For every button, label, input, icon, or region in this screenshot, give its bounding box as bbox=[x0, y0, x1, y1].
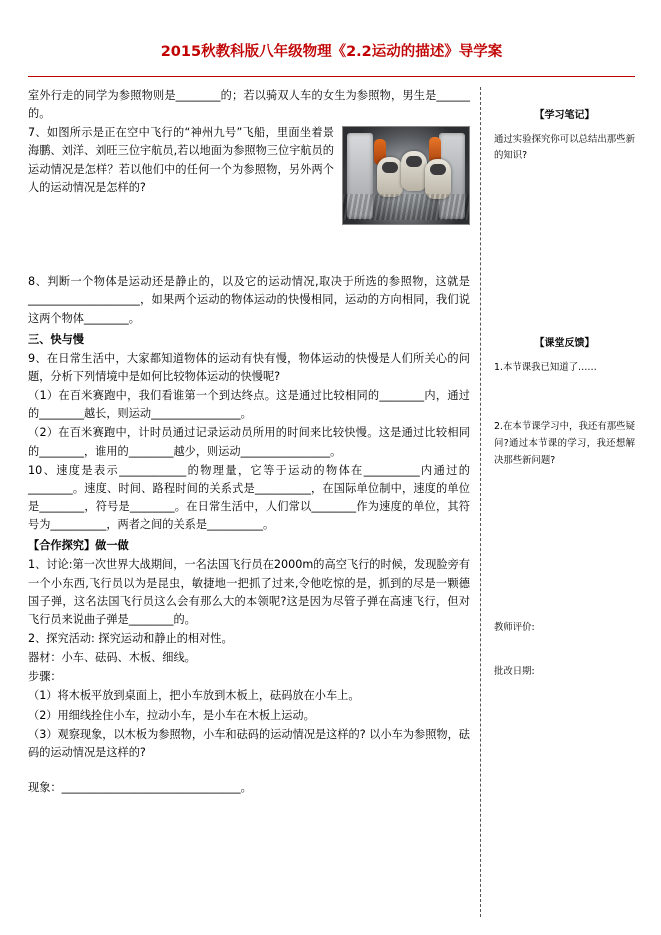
shenzhou-9-astronauts-photo bbox=[342, 126, 470, 225]
sidebar-text-feedback-2: 2.在本节课学习中，我还有那些疑问?通过本节课的学习，我还想解决那些新问题? bbox=[494, 420, 635, 466]
paragraph-intro: 室外行走的同学为参照物则是________的；若以骑双人车的女生为参照物，男生是______的。 bbox=[28, 89, 470, 121]
paragraph-phenomenon: 现象：________________________________。 bbox=[28, 780, 252, 794]
paragraph-steps-label: 步骤： bbox=[28, 670, 62, 684]
paragraph-q9-2: （2）在百米赛跑中，计时员通过记录运动员所用的时间来比较快慢。这是通过比较相同的________，谁用的________越少，则运动________________。 bbox=[28, 426, 470, 458]
title-divider bbox=[28, 76, 635, 77]
page-columns bbox=[28, 87, 635, 917]
paragraph-step-1: （1）将木板平放到桌面上，把小车放到木板上，砝码放在小车上。 bbox=[28, 689, 360, 703]
paragraph-q7: 7、如图所示是正在空中飞行的“神州九号”飞船，里面坐着景海鹏、刘洋、刘旺三位宇航员,若以地面为参照物三位宇航员的运动情况是怎样？若以他们中的任何一个为参照物，另外两个人的运动情况是怎样的? bbox=[28, 126, 334, 194]
sidebar-text-feedback-1: 1.本节课我已知道了…… bbox=[494, 361, 597, 373]
paragraph-q9-1: （1）在百米赛跑中，我们看谁第一个到达终点。这是通过比较相同的________内，通过的________越长，则运动________________。 bbox=[28, 389, 470, 421]
section-heading-inquiry: 【合作探究】做一做 bbox=[28, 539, 129, 553]
paragraph-inquiry-1: 1、讨论:第一次世界大战期间，一名法国飞行员在2000m的高空飞行的时候，发现脸旁有一个小东西,飞行员以为是昆虫，敏捷地一把抓了过来,令他吃惊的是，抓到的尽是一颗德国子弹，这名法国飞行员这么会有那么大的本领呢?这是因为尽管子弹在高速飞行，但对飞行员来说曲子弹是________的。 bbox=[28, 558, 470, 626]
sidebar-text-grading-date: 批改日期: bbox=[494, 666, 535, 678]
sidebar-block-study-notes bbox=[494, 107, 635, 165]
sidebar-block-teacher bbox=[494, 620, 635, 682]
sidebar-text-study-notes: 通过实验探究你可以总结出那些新的知识? bbox=[494, 133, 635, 162]
spacer bbox=[28, 227, 470, 273]
main-column bbox=[28, 87, 480, 917]
paragraph-step-2: （2）用细线拴住小车，拉动小车，是小车在木板上运动。 bbox=[28, 708, 315, 722]
cables-texture bbox=[343, 194, 469, 220]
astronaut-left bbox=[377, 157, 403, 197]
document-title: 2015秋教科版八年级物理《2.2运动的描述》导学案 bbox=[160, 44, 503, 60]
photo-inner bbox=[343, 127, 469, 224]
visor-icon bbox=[430, 164, 446, 175]
paragraph-q8: 8、判断一个物体是运动还是静止的，以及它的运动情况,取决于所选的参照物，这就是____________________，如果两个运动的物体运动的快慢相同，运动的方向相同，我们说这两个物体________。 bbox=[28, 275, 470, 325]
astronaut-right bbox=[425, 159, 451, 199]
paragraph-step-3: （3）观察现象，以木板为参照物，小车和砝码的运动情况是这样的? 以小车为参照物，砝码的运动情况是这样的? bbox=[28, 727, 470, 759]
sidebar-column bbox=[482, 87, 635, 917]
sidebar-text-teacher-comment: 教师评价: bbox=[494, 621, 535, 633]
paragraph-inquiry-2: 2、探究活动: 探究运动和静止的相对性。 bbox=[28, 631, 233, 645]
sidebar-block-class-feedback bbox=[494, 335, 635, 469]
paragraph-materials: 器材：小车、砝码、木板、细线。 bbox=[28, 651, 196, 665]
paragraph-q9: 9、在日常生活中，大家都知道物体的运动有快有慢，物体运动的快慢是人们所关心的问题，分析下列情境中是如何比较物体运动的快慢呢? bbox=[28, 351, 470, 383]
section-heading-speed: 三、快与慢 bbox=[28, 332, 84, 346]
astronaut-center bbox=[401, 151, 427, 191]
visor-icon bbox=[382, 162, 398, 173]
paragraph-q10: 10、速度是表示____________的物理量，它等于运动的物体在__________内通过的________。速度、时间、路程时间的关系式是__________，在国际单位制中，速度的单位是________，符号是________。在日常生活中，人们常以________作为速度的单位，其符号为__________，两者之间的关系是__________。 bbox=[28, 463, 470, 532]
visor-icon bbox=[406, 156, 422, 167]
sidebar-heading-study-notes: 【学习笔记】 bbox=[534, 110, 595, 121]
sidebar-heading-class-feedback: 【课堂反馈】 bbox=[534, 338, 595, 350]
spacer bbox=[28, 763, 470, 779]
